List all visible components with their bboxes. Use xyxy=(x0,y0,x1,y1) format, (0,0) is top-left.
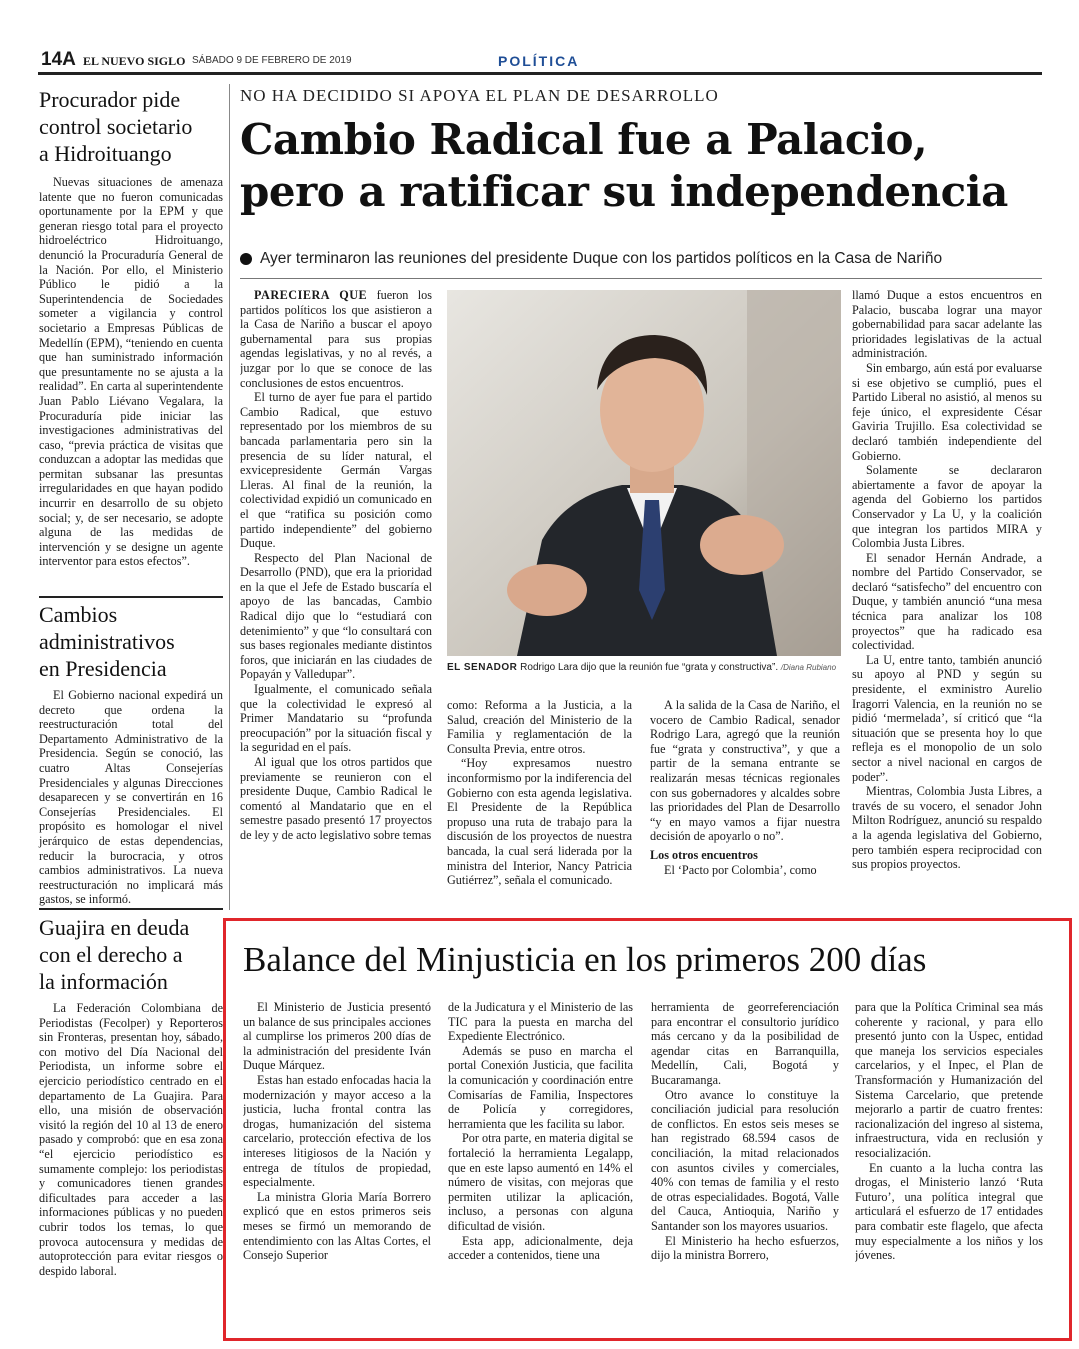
main-column-4: llamó Duque a estos encuentros en Palacio, buscaba lograr una mayor gobernabilidad para sacar adelante las prioridades legislativas de la actual administración. Sin embargo, aún está por evaluarse si ese objetivo se cumplió, pues el Partido Liberal no asistió, al menos su feje único, el expresidente César Gaviria Trujillo. Esa colectividad se declaró también independiente del Gobierno. Solamente se declararon abiertamente a favor de apoyar la agenda del Gobierno los partidos Conservador y La U, y la coalición que integran los partidos MIRA y Colombia Justa Libres. El senador Hernán Andrade, a nombre del Partido Conservador, se declaró “satisfecho” del encuentro con Duque, y también anunció “una mesa técnica para analizar los 108 proyectos” que ha radicado esa colectividad. La U, entre tanto, también anunció su apoyo al PND y según su presidente, el exministro Aurelio Iragorri Valencia, en la reunión no se pidió ‘mermelada’, sí criticó que “la situación que se presenta hoy lo que refleja es el monopolio de un solo sector a nivel nacional en cargos de poder”. Mientras, Colombia Justa Libres, a través de su vocero, el senador John Milton Rodríguez, anunció su respaldo a la agenda legislativa del Gobierno, pero también espera reciprocidad con sus propios proyectos. xyxy=(852,288,1042,872)
sidebar-story-1-headline: Procurador pide control societario a Hidroituango xyxy=(39,87,193,166)
header-rule xyxy=(38,72,1042,75)
page-number: 14A xyxy=(41,49,76,70)
box-headline: Balance del Minjusticia en los primeros 200 días xyxy=(243,940,927,979)
sidebar-story-2-headline: Cambios administrativos en Presidencia xyxy=(39,602,175,681)
sidebar-rule xyxy=(39,908,223,910)
main-column-2: como: Reforma a la Justicia, a la Salud, creación del Ministerio de la Familia y reglamentación de la Consulta Previa, entre otros. “Hoy expresamos nuestro inconformismo por la indiferencia del Gobierno con esta agenda legislativa. El Presidente de la República propuso una ruta de trabajo para la discusión de los proyectos de nuestra bancada, la cual será liderada por la ministra del Interior, Nancy Patricia Gutiérrez”, señala el comunicado. xyxy=(447,698,632,888)
subhead: Los otros encuentros xyxy=(650,847,758,862)
sidebar-story-1-body: Nuevas situaciones de amenaza latente que no fueron comunicadas oportunamente por la EPM y que generan riesgo total para el proyecto hidroeléctrico Hidroituango, denunció la Procuraduría General de la Nación. Por ello, el Ministerio Público le pidió a la Superintendencia de Sociedades someter a vigilancia y control societario a Empresas Públicas de Medellín (EPM), “teniendo en cuenta que han suministrado información que presuntamente no se ajusta a la realidad”. En carta al superintendente Juan Pablo Liévano Vegalara, la Procuraduría pide iniciar las investigaciones administrativas del caso, “previa práctica de visitas que conduzcan a adoptar las medidas que permitan subsanar las presuntas irregularidades en que hayan podido incurrir en desarrollo de su objeto social; y, de ser necesario, se adopte alguna de las medidas de intervención y se designe un agente interventor para estos efectos”. xyxy=(39,175,223,569)
sidebar-rule xyxy=(39,596,223,598)
box-column-2: de la Judicatura y el Ministerio de las TIC para la puesta en marcha del Expediente Electrónico. Además se puso en marcha el portal Conexión Justicia, que facilita la comunicación y coordinación entre Comisarías de Familia, Inspectores de Policía y corregidores, herramienta que les facilita su labor. Por otra parte, en materia digital se fortaleció la herramienta Legalapp, que en este lapso aumentó en 14% el número de visitas, con mejoras que permiten utilizar la aplicación, incluso, a personas con alguna dificultad de visión. Esta app, adicionalmente, deja acceder a contenidos, tiene una xyxy=(448,1000,633,1263)
main-deck: Ayer terminaron las reuniones del presidente Duque con los partidos políticos en la Casa de Nariño xyxy=(240,250,1040,268)
box-column-4: para que la Política Criminal sea más coherente y racional, y para ello presentó junto con la Uspec, entidad que maneja los servicios especiales carcelarios, y el Inpec, el Plan de Transformación y Humanización del Sistema Carcelario, que pretende mejorarlo a partir de cuatro frentes: racionalización del ingreso al sistema, infraestructura, vida en reclusión y resocialización. En cuanto a la lucha contra las drogas, el Ministerio lanzó ‘Ruta Futuro’, una política integral que articulará el esfuerzo de 17 entidades para combatir este flagelo, que afecta muy especialmente a los niños y los jóvenes. xyxy=(855,1000,1043,1263)
kicker: NO HA DECIDIDO SI APOYA EL PLAN DE DESARROLLO xyxy=(240,86,719,105)
photo-caption: EL SENADOR Rodrigo Lara dijo que la reunión fue “grata y constructiva”. /Diana Rubiano xyxy=(447,662,837,673)
box-column-1: El Ministerio de Justicia presentó un balance de sus principales acciones al cumplirse los primeros 200 días de la administración del presidente Iván Duque Márquez. Estas han estado enfocadas hacia la modernización y mayor acceso a la justicia, lucha frontal contra las drogas, humanización del sistema carcelario, protección efectiva de los intereses litigiosos de la Nación y entrega de títulos de propiedad, especialmente. La ministra Gloria María Borrero explicó que en estos primeros seis meses se firmó un memorando de entendimiento con las Altas Cortes, el Consejo Superior xyxy=(243,1000,431,1263)
section-name: POLÍTICA xyxy=(498,53,580,69)
box-column-3: herramienta de georreferenciación para encontrar el consultorio jurídico más cercano y da la posibilidad de agendar citas en Barranquilla, Medellín, Cali, Bogotá y Bucaramanga. Otro avance lo constituye la conciliación judicial para resolución de conflictos. En estos seis meses se han registrado 68.594 casos de conciliación, la mitad relacionados con asuntos civiles y comerciales, 40% con temas de familia y el resto de otras especialidades. Bogotá, Valle del Cauca, Antioquia, Nariño y Santander son los mayores usuarios. El Ministerio ha hecho esfuerzos, dijo la ministra Borrero, xyxy=(651,1000,839,1263)
senator-photo xyxy=(447,290,841,656)
sidebar-story-2-body: El Gobierno nacional expedirá un decreto que ordena la reestructuración total del Departamento Administrativo de la Presidencia. Según se conoció, las cuatro Altas Consejerías Presidenciales y algunas Direcciones desaparecen y se convertirán en 16 Consejerías Presidenciales. El propósito es homologar el nivel jerárquico de estas dependencias, reducir la burocracia, y otros cambios administrativos. La nueva reestructuración no implicará más gastos, se informó. xyxy=(39,688,223,907)
issue-date: SÁBADO 9 DE FEBRERO DE 2019 xyxy=(192,55,352,66)
main-column-1: PARECIERA QUE fueron los partidos políticos los que asistieron a la Casa de Nariño a buscar el apoyo gubernamental para sus propias agendas legislativas, y no al revés, a juzgar por lo que se conoce de las conclusiones de estos encuentros. El turno de ayer fue para el partido Cambio Radical, que estuvo representado por los miembros de su bancada parlamentaria pero sin la presencia de su líder natural, el exvicepresidente Germán Vargas Lleras. Al final de la reunión, la colectividad expidió un comunicado en el que “ratifica su posición como partido independiente” del gobierno Duque. Respecto del Plan Nacional de Desarrollo (PND), que era la prioridad en la que el Jefe de Estado buscaría el apoyo de las bancadas, Cambio Radical dijo que lo “estudiará con detenimiento” y que “lo consultará con sus bases regionales mediante distintos foros, que iniciarán en las ciudades de Popayán y Valledupar”. Igualmente, el comunicado señala que la colectividad le expresó al Primer Mandatario su “profunda preocupación” por la situación fiscal y la seguridad en el país. Al igual que los otros partidos que previamente se reunieron con el presidente Duque, Cambio Radical le comentó al Mandatario que en el semestre pasado presentó 17 proyectos de ley y de acto legislativo sobre temas xyxy=(240,288,432,842)
main-headline: Cambio Radical fue a Palacio, pero a ratificar su independencia xyxy=(240,115,1008,216)
sidebar-story-3-body: La Federación Colombiana de Periodistas (Fecolper) y Reporteros sin Fronteras, presentan hoy, sábado, con motivo del Día Nacional del Periodista, un informe sobre el ejercicio periodístico centrado en el departamento de La Guajira. Para ello, una misión de observación visitó la región del 10 al 13 de enero pasado y comprobó: que en esa zona “el ejercicio periodístico es sumamente complejo: los periodistas y comunicadores tienen grandes dificultades para acceder a las informaciones públicas y no pueden cubrir todos los temas, lo que provoca autocensura y medidas de autoprotección para evitar riesgos o despido laboral. xyxy=(39,1001,223,1278)
sidebar-story-1 xyxy=(39,86,223,569)
main-column-3: A la salida de la Casa de Nariño, el vocero de Cambio Radical, senador Rodrigo Lara, agregó que la reunión fue “grata y constructiva”, y que a partir de la semana entrante se realizarán mesas técnicas regionales con sus gobernadores y alcaldes sobre las prioridades del Plan de Desarrollo “y en mayo vamos a fijar nuestra decisión de apoyarlo o no”. Los otros encuentros El ‘Pacto por Colombia’, como xyxy=(650,698,840,877)
portrait-illustration xyxy=(447,290,841,656)
sidebar-story-3 xyxy=(39,914,223,1278)
publication-name: EL NUEVO SIGLO xyxy=(83,54,186,68)
photo-credit: /Diana Rubiano xyxy=(780,663,837,672)
deck-rule xyxy=(240,278,1042,279)
lead-words: PARECIERA QUE xyxy=(254,288,368,302)
sidebar-story-3-headline: Guajira en deuda con el derecho a la información xyxy=(39,915,190,994)
bullet-icon xyxy=(240,253,252,265)
sidebar-story-2 xyxy=(39,601,223,907)
sidebar-divider xyxy=(229,84,230,910)
